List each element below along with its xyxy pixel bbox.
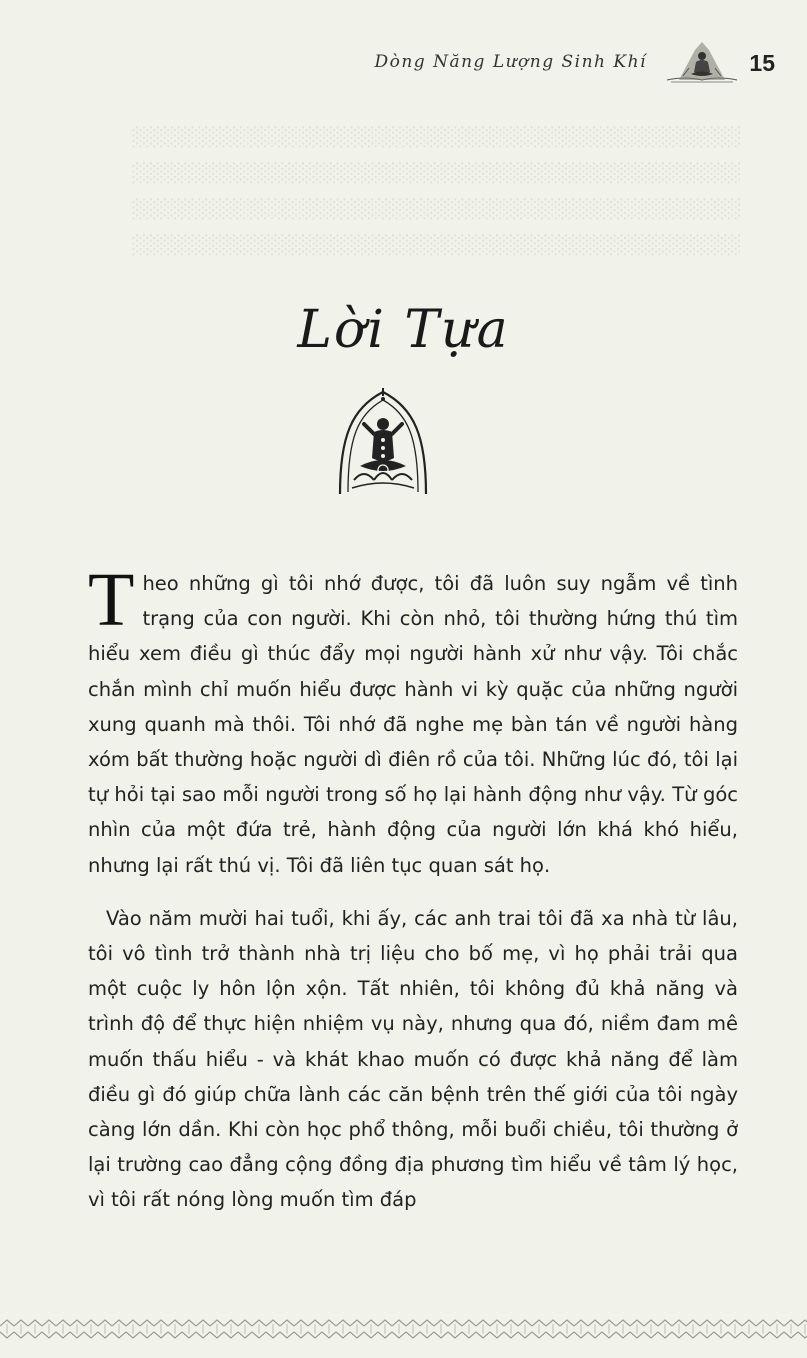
decorative-border	[0, 1316, 807, 1346]
page-number: 15	[749, 50, 775, 76]
show-through-texture: ░░░░░░░░░░░░░░░░░░░░░░░░░░░░░░░░░░░░░░░░░░░░ ░░░░░░░░░░░░░░░░░░░░░░░░░░░░░░░░░░░░░░░░░░░░ ░░░░░░░░░░░░░░░░░░░░░░░░░░░░░░░░░░░░░░░░░░░░ ░░░░░░░░░░░░░░░░░░░░░░░░░░░░░░░░░░░░░░░░░░░░	[130, 127, 740, 256]
page-header	[0, 44, 807, 94]
chapter-title: Lời Tựa	[297, 300, 510, 360]
meditating-figure-mountain-icon	[665, 36, 739, 86]
paragraph: Vào năm mười hai tuổi, khi ấy, các anh trai tôi đã xa nhà từ lâu, tôi vô tình trở thành nhà trị liệu cho bố mẹ, vì họ phải trải qua một cuộc ly hôn lộn xộn. Tất nhiên, tôi không đủ khả năng và trình độ để thực hiện nhiệm vụ này, nhưng qua đó, niềm đam mê muốn thấu hiểu - và khát khao muốn có được khả năng để làm điều gì đó giúp chữa lành các căn bệnh trên thế giới của tôi ngày càng lớn dần. Khi còn học phổ thông, mỗi buổi chiều, tôi thường ở lại trường cao đẳng cộng đồng địa phương tìm hiểu về tâm lý học, vì tôi rất nóng lòng muốn tìm đáp	[88, 906, 738, 1212]
running-head: Dòng Năng Lượng Sinh Khí	[374, 52, 647, 72]
meditating-lotus-arch-icon	[330, 388, 436, 500]
body-text	[88, 558, 738, 1218]
paragraph: Theo những gì tôi nhớ được, tôi đã luôn suy ngẫm về tình trạng của con người. Khi còn nhỏ, tôi thường hứng thú tìm hiểu xem điều gì thúc đẩy mọi người hành xử như vậy. Tôi chắc chắn mình chỉ muốn hiểu được hành vi kỳ quặc của những người xung quanh mà thôi. Tôi nhớ đã nghe mẹ bàn tán về người hàng xóm bất thường hoặc người dì điên rồ của tôi. Những lúc đó, tôi lại tự hỏi tại sao mỗi người trong số họ lại hành động như vậy. Từ góc nhìn của một đứa trẻ, hành động của người lớn khá khó hiểu, nhưng lại rất thú vị. Tôi đã liên tục quan sát họ.	[88, 558, 738, 877]
